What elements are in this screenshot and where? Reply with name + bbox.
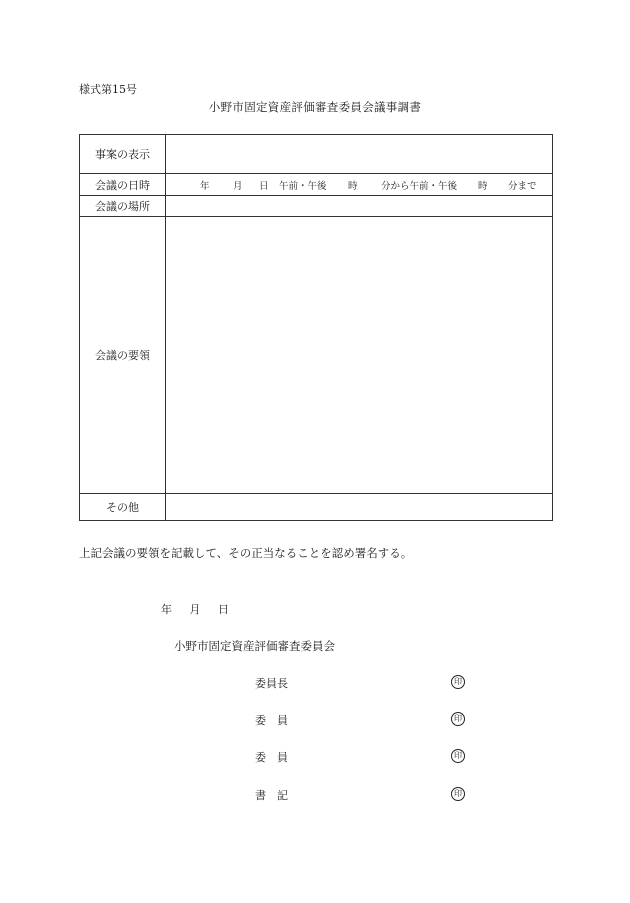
datetime-month: 月 [233, 181, 243, 192]
minutes-form-table [79, 134, 553, 521]
date-month: 月 [189, 603, 201, 616]
case-label: 事案の表示 [80, 135, 166, 174]
table-row-place [80, 196, 553, 217]
datetime-label: 会議の日時 [80, 174, 166, 196]
signature-role-clerk: 書 記 [255, 789, 288, 802]
place-label: 会議の場所 [80, 196, 166, 217]
table-row-case [80, 135, 553, 174]
signature-role-member: 委 員 [255, 751, 288, 764]
seal-icon: 印 [451, 787, 465, 801]
datetime-end-minute: 分まで [508, 181, 537, 192]
datetime-start-period: 午前・午後 [279, 181, 327, 192]
summary-label: 会議の要領 [80, 217, 166, 494]
datetime-year: 年 [200, 181, 210, 192]
signature-role-chair: 委員長 [255, 677, 288, 690]
datetime-start-minute: 分から午前・午後 [381, 181, 458, 192]
place-field[interactable] [166, 196, 553, 217]
datetime-day: 日 [259, 181, 269, 192]
table-row-summary [80, 217, 553, 494]
datetime-field[interactable] [166, 174, 553, 196]
seal-icon: 印 [451, 675, 465, 689]
committee-name: 小野市固定資産評価審査委員会 [174, 639, 335, 653]
other-field[interactable] [166, 494, 553, 521]
document-title: 小野市固定資産評価審査委員会議事調書 [208, 100, 422, 114]
datetime-start-hour: 時 [348, 181, 358, 192]
date-year: 年 [161, 603, 172, 616]
form-number: 様式第15号 [79, 83, 137, 96]
other-label: その他 [80, 494, 166, 521]
certification-statement: 上記会議の要領を記載して、その正当なることを認め署名する。 [79, 546, 413, 560]
table-row-other [80, 494, 553, 521]
table-row-datetime [80, 174, 553, 196]
datetime-end-hour: 時 [478, 181, 488, 192]
signature-role-member: 委 員 [255, 714, 288, 727]
date-day: 日 [218, 603, 229, 616]
signature-date [161, 601, 243, 617]
case-field[interactable] [166, 135, 553, 174]
seal-icon: 印 [451, 712, 465, 726]
seal-icon: 印 [451, 749, 465, 763]
datetime-template [166, 174, 552, 195]
summary-field[interactable] [166, 217, 553, 494]
